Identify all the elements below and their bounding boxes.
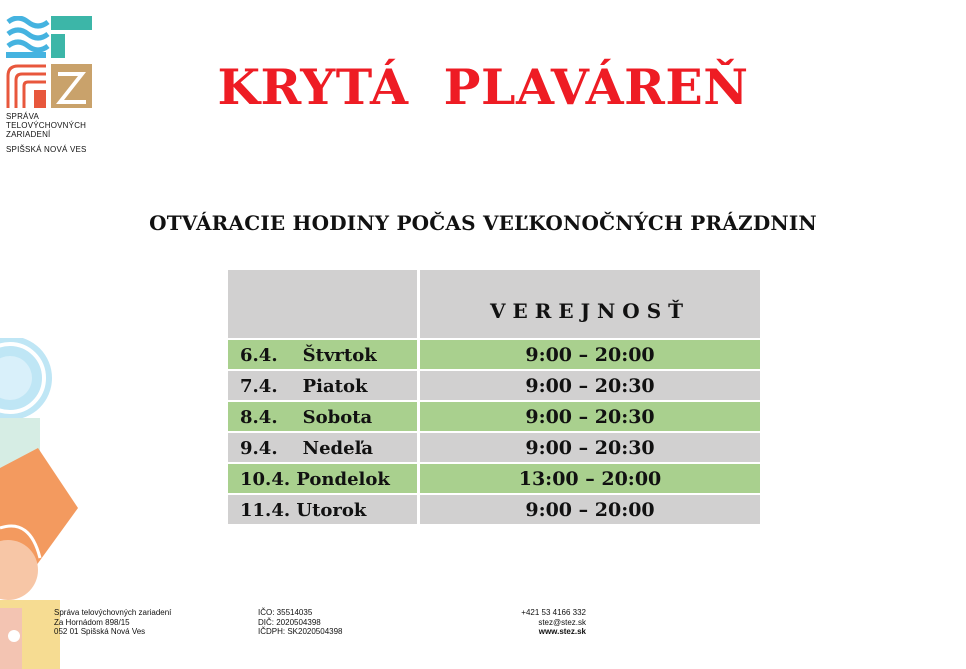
org-city: SPIŠSKÁ NOVÁ VES	[6, 145, 87, 154]
footer-dic: DIČ: 2020504398	[258, 617, 321, 627]
org-line-3: ZARIADENÍ	[6, 130, 51, 139]
day-cell: 7.4. Piatok	[228, 371, 420, 402]
footer-phone: +421 53 4166 332	[521, 608, 586, 617]
footer-ico: IČO: 35514035	[258, 608, 313, 617]
footer-email: stez@stez.sk	[538, 617, 586, 627]
organization-name	[6, 112, 87, 154]
footer-address-line: 052 01 Spišská Nová Ves	[54, 627, 146, 636]
footer-address-line: Správa telovýchovných zariadení	[54, 608, 172, 617]
footer-ids	[258, 608, 343, 637]
org-line-2: TELOVÝCHOVNÝCH	[6, 121, 87, 130]
table-row	[228, 433, 760, 464]
footer-address-line: Za Hornádom 898/15	[54, 617, 130, 627]
schedule-table	[228, 270, 760, 526]
hours-cell: 9:00 – 20:30	[420, 433, 760, 464]
table-row	[228, 340, 760, 371]
hours-cell: 9:00 – 20:00	[420, 495, 760, 526]
footer-icdph: IČDPH: SK2020504398	[258, 627, 343, 636]
day-cell: 6.4. Štvrtok	[228, 340, 420, 371]
footer-address	[54, 608, 171, 637]
table-row	[228, 371, 760, 402]
header-empty-cell	[228, 270, 420, 340]
table-row	[228, 495, 760, 526]
day-cell: 10.4. Pondelok	[228, 464, 420, 495]
footer-web-link[interactable]: www.stez.sk	[538, 627, 586, 636]
day-cell: 11.4. Utorok	[228, 495, 420, 526]
table-row	[228, 402, 760, 433]
header-public: VEREJNOSŤ	[420, 270, 760, 340]
table-row	[228, 464, 760, 495]
footer-contact	[500, 608, 586, 637]
page-subtitle: OTVÁRACIE HODINY POČAS VEĽKONOČNÝCH PRÁZDNIN	[149, 211, 817, 235]
org-line-1: SPRÁVA	[6, 112, 40, 121]
day-cell: 9.4. Nedeľa	[228, 433, 420, 464]
hours-cell: 9:00 – 20:00	[420, 340, 760, 371]
hours-cell: 13:00 – 20:00	[420, 464, 760, 495]
page-title: KRYTÁ PLAVÁREŇ	[217, 58, 749, 116]
table-header-row	[228, 270, 760, 340]
hours-cell: 9:00 – 20:30	[420, 402, 760, 433]
day-cell: 8.4. Sobota	[228, 402, 420, 433]
hours-cell: 9:00 – 20:30	[420, 371, 760, 402]
